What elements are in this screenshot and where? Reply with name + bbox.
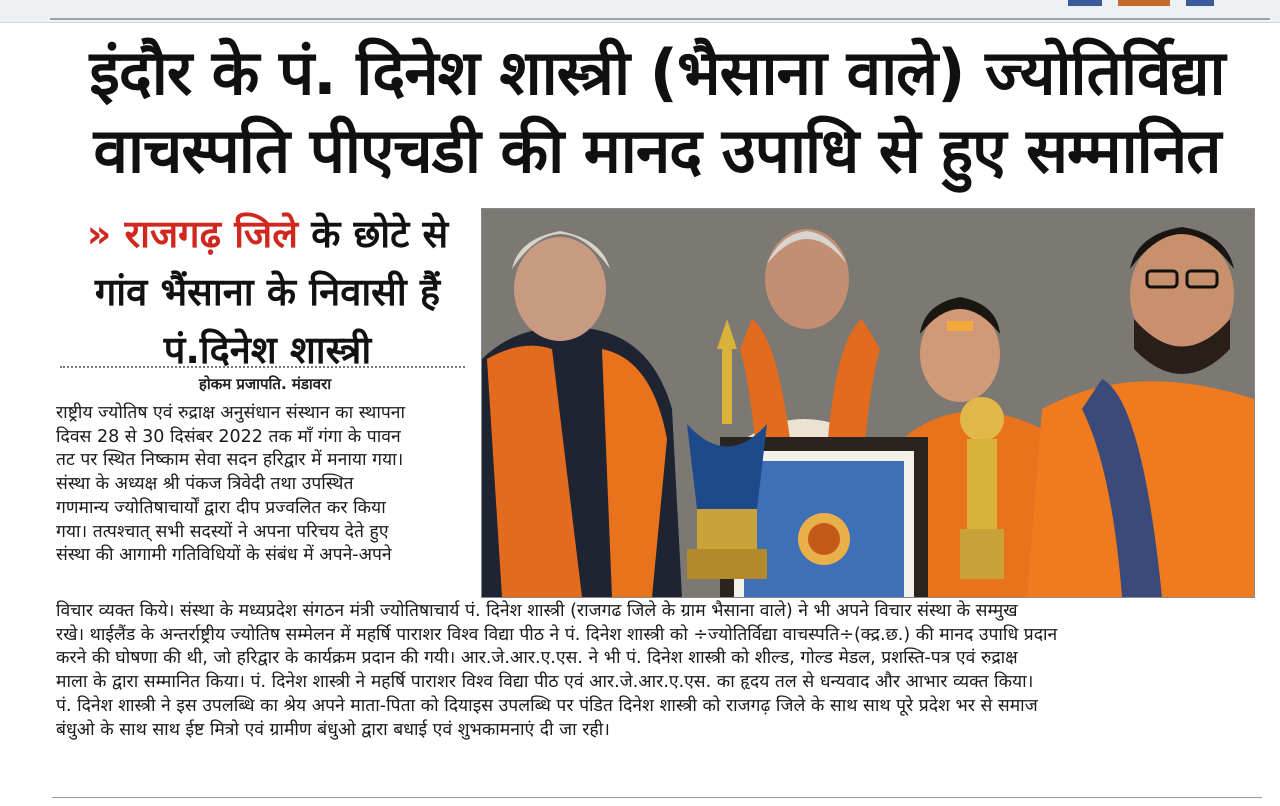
article-line: गणमान्य ज्योतिषाचार्यों द्वारा दीप प्रज्वलित कर किया <box>56 497 386 518</box>
subhead-text-1: के छोटे से <box>298 212 449 256</box>
top-strip-block <box>1118 0 1170 6</box>
article-line: माला के द्वारा सम्मानित किया। पं. दिनेश शास्त्री ने महर्षि पाराशर विश्व विद्या पीठ एवं आर.जे.आर.ए.एस. का हृदय तल से धन्यवाद और आभार व्यक्त किया। <box>56 672 1034 693</box>
article-column <box>56 402 478 568</box>
subhead-marker: » <box>86 212 112 256</box>
article-line: पं. दिनेश शास्त्री ने इस उपलब्धि का श्रेय अपने माता-पिता को दियाइस उपलब्धि पर पंडित दिनेश शास्त्री को राजगढ़ जिले के साथ साथ पूरे प्रदेश भर से समाज <box>56 695 1038 716</box>
article-line: राष्ट्रीय ज्योतिष एवं रुद्राक्ष अनुसंधान संस्थान का स्थापना <box>56 403 406 423</box>
article-line: करने की घोषणा की थी, जो हरिद्वार के कार्यक्रम प्रदान की गयी। आर.जे.आर.ए.एस. ने भी पं. दिनेश शास्त्री को शील्ड, गोल्ड मेडल, प्रशस्ति-पत्र एवं रुद्राक्ष <box>56 648 1018 669</box>
headline-line-1: इंदौर के पं. दिनेश शास्त्री (भैसाना वाले) ज्योतिर्विद्या <box>89 36 1225 109</box>
article-line: संस्था की आगामी गतिविधियों के संबंध में अपने-अपने <box>56 545 392 566</box>
article-full-width <box>56 600 1256 742</box>
top-strip-block <box>1068 0 1102 6</box>
article-line: दिवस 28 से 30 दिसंबर 2022 तक माँ गंगा के पावन <box>56 426 401 447</box>
article-line: तट पर स्थित निष्काम सेवा सदन हरिद्वार में मनाया गया। <box>56 450 404 471</box>
subhead-text-2: गांव भैंसाना के निवासी हैं <box>94 270 441 314</box>
award-photo <box>481 208 1255 598</box>
article-line: विचार व्यक्त किये। संस्था के मध्यप्रदेश संगठन मंत्री ज्योतिषाचार्य पं. दिनेश शास्त्री (राजगढ जिले के ग्राम भैसाना वाले) ने भी अपने विचार संस्था के सम्मुख <box>56 601 1018 621</box>
top-rule <box>50 18 1270 20</box>
byline: होकम प्रजापति. मंडावरा <box>198 375 332 393</box>
article-line: संस्था के अध्यक्ष श्री पंकज त्रिवेदी तथा उपस्थित <box>56 474 354 495</box>
headline <box>52 34 1262 190</box>
subhead-text-3: पं.दिनेश शास्त्री <box>163 328 372 372</box>
article-line: बंधुओ के साथ साथ ईष्ट मित्रो एवं ग्रामीण बंधुओ द्वारा बधाई एवं शुभकामनाएं दी जा रही। <box>56 719 610 740</box>
dotted-divider <box>60 366 465 368</box>
bottom-rule <box>52 797 1262 798</box>
article-line: रखे। थाईलैंड के अन्तर्राष्ट्रीय ज्योतिष सम्मेलन में महर्षि पाराशर विश्व विद्या पीठ ने पं. दिनेश शास्त्री को ÷ज्योतिर्विद्या वाचस्पति÷(क्द्र.छ.) की मानद उपाधि प्रदान <box>56 624 1058 645</box>
top-strip-block <box>1186 0 1214 6</box>
article-line: गया। तत्पश्चात् सभी सदस्यों ने अपना परिचय देते हुए <box>56 521 389 542</box>
subhead-red-text: राजगढ़ जिले <box>124 212 298 256</box>
subheading <box>60 205 475 379</box>
top-strip <box>0 0 1280 23</box>
headline-line-2: वाचस्पति पीएचडी की मानद उपाधि से हुए सम्मानित <box>93 114 1221 187</box>
